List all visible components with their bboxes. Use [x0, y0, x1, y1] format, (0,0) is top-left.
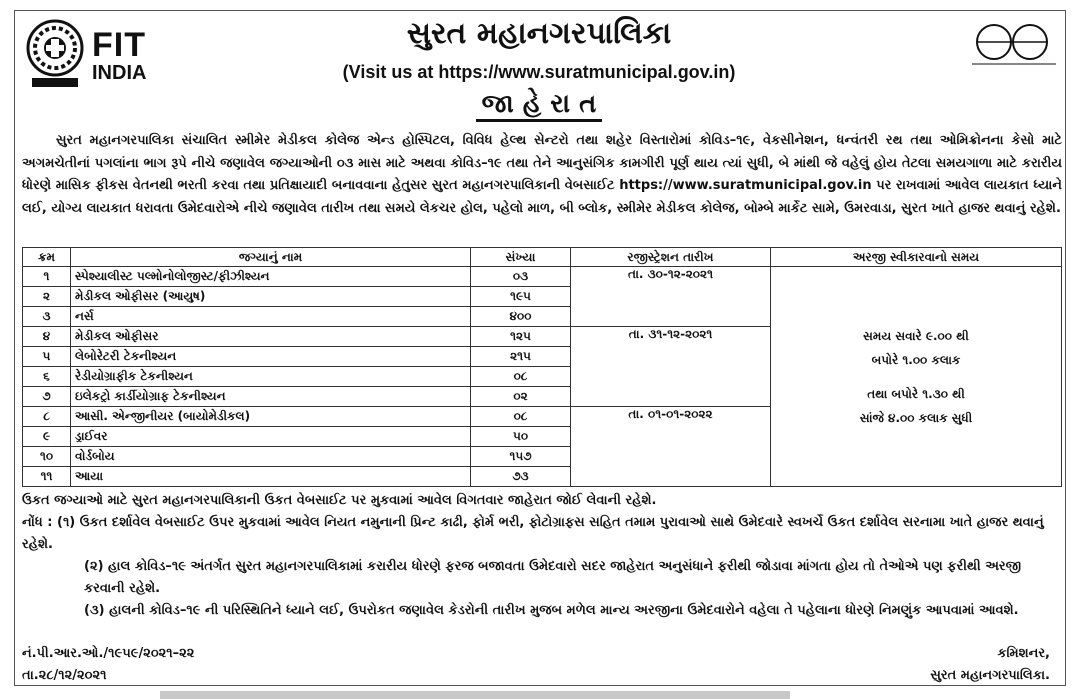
posts-table: [22, 247, 1062, 487]
row-post-name: સ્પેશ્યાલીસ્ટ પલ્મોનોલોજીસ્ટ/ફીઝીશ્યન: [71, 267, 471, 287]
notice-date: તા.૨૮/૧૨/૨૦૨૧: [22, 668, 107, 683]
row-post-name: મેડીકલ ઓફીસર: [71, 327, 471, 347]
reg-date-3: તા. ૦૧-૦૧-૨૦૨૨: [571, 407, 771, 487]
footer-signature: [930, 643, 1050, 687]
row-count: ૧૫૭: [471, 447, 571, 467]
row-count: ૦૩: [471, 267, 571, 287]
india-logo-text: INDIA: [92, 62, 147, 84]
notice-heading: [0, 89, 1078, 120]
row-post-name: આયા: [71, 467, 471, 487]
signatory-org: સુરત મહાનગરપાલિકા.: [930, 668, 1050, 683]
row-post-name: રેડીયોગ્રાફીક ટેકનીશ્યન: [71, 367, 471, 387]
fit-logo-text: FIT: [92, 26, 146, 64]
row-count: ૧૨૫: [471, 327, 571, 347]
header-count: સંખ્યા: [471, 248, 571, 267]
row-count: ૨૧૫: [471, 347, 571, 367]
notes-summary: ઉકત જગ્યાઓ માટે સુરત મહાનગરપાલિકાની ઉકત વેબસાઈટ પર મુકવામાં આવેલ વિગતવાર જાહેરાત જોઈ લેવાની રહેશે.: [22, 493, 657, 508]
footer-reference: [22, 643, 194, 687]
notice-heading-text: જા હે રા ત: [476, 89, 603, 122]
note-1-text: (૧) ઉકત દર્શાવેલ વેબસાઈટ ઉપર મુકવામાં આવેલ નિયત નમુનાની પ્રિન્ટ કાઢી, ફોર્મ ભરી, ફોટોગ્રાફસ સહિત તમામ પુરાવાઓ સાથે ઉમેદવારે સ્વખર્ચે ઉકત દર્શાવેલ સરનામા ખાતે હાજર થવાનું રહેશે.: [22, 515, 1044, 552]
page-title: સુરત મહાનગરપાલિકા: [406, 16, 672, 51]
table-header-row: [23, 248, 1062, 267]
row-post-name: ડ્રાઈવર: [71, 427, 471, 447]
header-reg-date: રજીસ્ટ્રેશન તારીખ: [571, 248, 771, 267]
row-post-name: મેડીકલ ઓફીસર (આયુષ): [71, 287, 471, 307]
row-post-name: વોર્ડબોય: [71, 447, 471, 467]
header-post-name: જગ્યાનું નામ: [71, 248, 471, 267]
row-post-name: લેબોરેટરી ટેકનીશ્યન: [71, 347, 471, 367]
row-count: ૧૯૫: [471, 287, 571, 307]
row-count: ૦૮: [471, 367, 571, 387]
row-serial: ૯: [23, 427, 71, 447]
header-serial: ક્રમ: [23, 248, 71, 267]
row-serial: ૧૧: [23, 467, 71, 487]
row-count: ૦૨: [471, 387, 571, 407]
header-time: અરજી સ્વીકારવાનો સમય: [771, 248, 1062, 267]
time-cell: [771, 267, 1062, 487]
row-count: ૭૩: [471, 467, 571, 487]
time-line-3: તથા બપોરે ૧.૩૦ થી: [867, 386, 965, 401]
note-2: (૨) હાલ કોવિડ–૧૯ અંતર્ગત સુરત મહાનગરપાલિકામાં કરારીય ધોરણે ફરજ બજાવતા ઉમેદવારો સદર જાહેરાત અનુસંધાને ફરીથી જોડાવા માંગતા હોય તો તેઓએ પણ ફરીથી અરજી કરવાની રહેશે.: [84, 559, 1022, 596]
row-count: ૦૮: [471, 407, 571, 427]
row-serial: ૩: [23, 307, 71, 327]
row-count: ૫૦: [471, 427, 571, 447]
row-serial: ૮: [23, 407, 71, 427]
time-line-2: બપોરે ૧.૦૦ કલાક: [871, 352, 961, 367]
reg-date-1: તા. ૩૦-૧૨-૨૦૨૧: [571, 267, 771, 327]
notes-label: નોંધ :: [22, 515, 53, 530]
row-count: ૪૦૦: [471, 307, 571, 327]
notes-section: [22, 490, 1062, 622]
intro-paragraph: સુરત મહાનગરપાલિકા સંચાલિત સ્મીમેર મેડીકલ કોલેજ એન્ડ હોસ્પિટલ, વિવિધ હેલ્થ સેન્ટરો તથા શહેર વિસ્તારોમાં કોવિડ–૧૯, વેકસીનેશન, ધન્વંતરી રથ તથા ઓમિક્રોનના કેસો માટે અગમચેતીનાં પગલાંના ભાગ રૂપે નીચે જણાવેલ જગ્યાઓની ૦૩ માસ માટે અથવા કોવિડ–૧૯ તથા તેને આનુસંગિક કામગીરી પૂર્ણ થાય ત્યાં સુધી, બે માંથી જે વહેલું હોય તેટલા સમયગાળા માટે કરારીય ધોરણે માસિક ફીકસ વેતનથી ભરતી કરવા તથા પ્રતિક્ષાયાદી બનાવવાના હેતુસર સુરત મહાનગરપાલિકાની વેબસાઈટ https://www.suratmunicipal.gov.in પર રાખવામાં આવેલ લાયકાત ધ્યાને લઈ, યોગ્ય લાયકાત ધરાવતા ઉમેદવારોએ નીચે જણાવેલ તારીખ તથા સમયે લેકચર હોલ, પહેલો માળ, બી બ્લોક, સ્મીમેર મેડીકલ કોલેજ, બોમ્બે માર્કેટ સામે, ઉમરવાડા, સુરત ખાતે હાજર થવાનું રહેશે.: [22, 133, 1062, 216]
scroll-strip: [160, 691, 790, 699]
row-post-name: ઇલેકટ્રો કાર્ડીયોગ્રાફ ટેકનીશ્યન: [71, 387, 471, 407]
note-3: (૩) હાલની કોવિડ–૧૯ ની પરિસ્થિતિને ધ્યાને લઈ, ઉપરોકત જણાવેલ કેડરોની તારીખ મુજબ મળેલ માન્ય અરજીના ઉમેદવારોને વહેલા તે પહેલાના ધોરણે નિમણુંક આપવામાં આવશે.: [84, 603, 1019, 618]
row-serial: ૬: [23, 367, 71, 387]
row-serial: ૧૦: [23, 447, 71, 467]
row-serial: ૨: [23, 287, 71, 307]
note-1: [22, 512, 1062, 556]
row-serial: ૪: [23, 327, 71, 347]
row-serial: ૭: [23, 387, 71, 407]
reference-number: નં.પી.આર.ઓ./૧૯૫૯/૨૦૨૧–૨૨: [22, 646, 195, 661]
row-serial: ૫: [23, 347, 71, 367]
website-line: (Visit us at https://www.suratmunicipal.gov.in): [342, 62, 736, 82]
table-row: [23, 267, 1062, 287]
row-post-name: નર્સ: [71, 307, 471, 327]
reg-date-2: તા. ૩૧-૧૨-૨૦૨૧: [571, 327, 771, 407]
time-line-4: સાંજે ૪.૦૦ કલાક સુધી: [859, 410, 973, 425]
time-line-1: સમય સવારે ૯.૦૦ થી: [863, 328, 969, 343]
row-post-name: આસી. એન્જીનીયર (બાયોમેડીકલ): [71, 407, 471, 427]
row-serial: ૧: [23, 267, 71, 287]
signatory-title: કમિશનર,: [997, 646, 1050, 661]
